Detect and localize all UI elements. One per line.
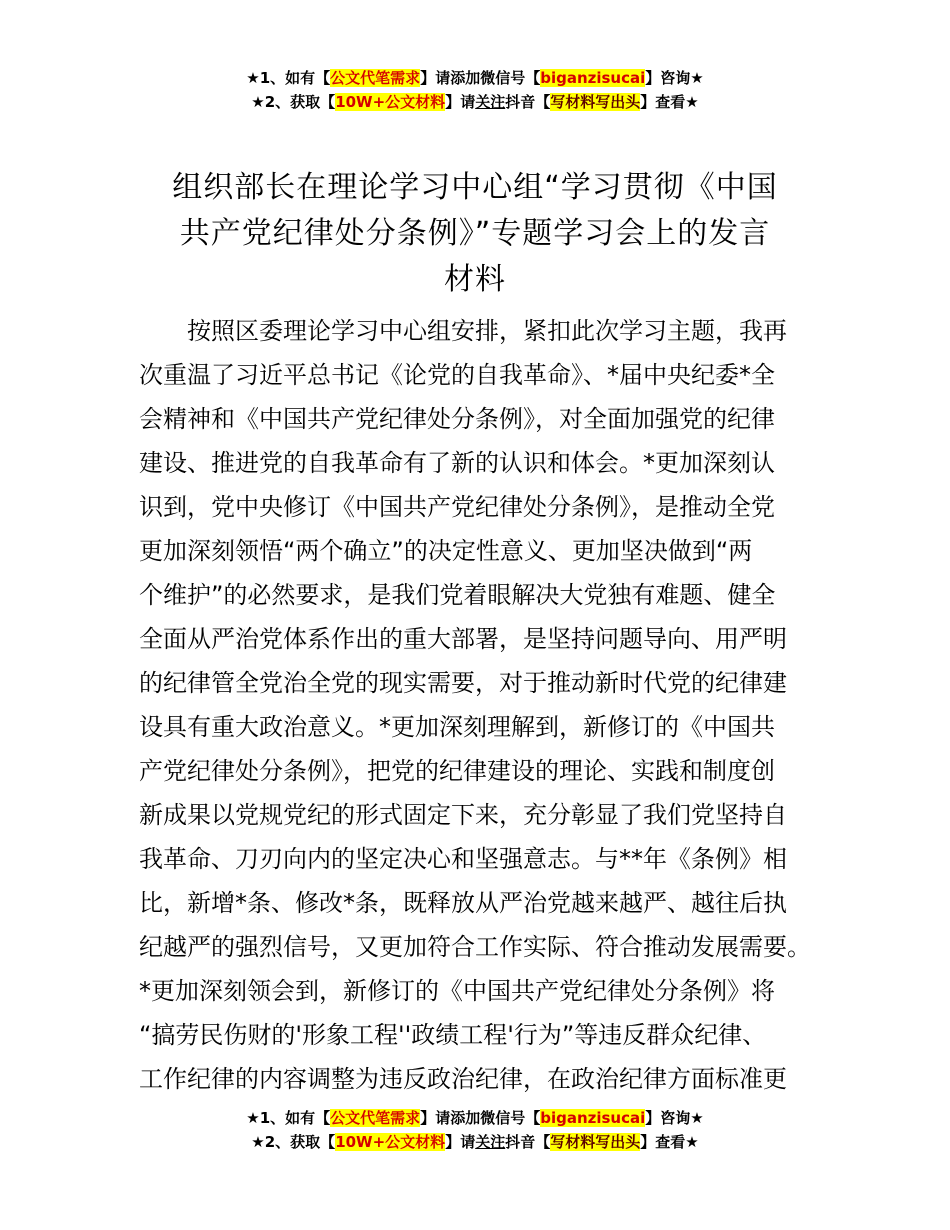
banner-text: 抖音【 [505, 93, 551, 111]
banner-line-2 [0, 90, 950, 114]
banner-text: ★2、获取【 [251, 1133, 336, 1151]
banner-highlight: 公文代笔需求 [330, 69, 421, 87]
banner-highlight: 写材料写出头 [550, 93, 641, 111]
banner-highlight: 10W+公文材料 [335, 1133, 446, 1151]
body-line: “搞劳民伤财的'形象工程''政绩工程'行为”等违反群众纪律、 [139, 1021, 767, 1049]
body-line: 更加深刻领悟“两个确立”的决定性意义、更加坚决做到“两 [139, 537, 753, 565]
banner-highlight: 写材料写出头 [550, 1133, 641, 1151]
body-line: 工作纪律的内容调整为违反政治纪律，在政治纪律方面标准更 [139, 1065, 787, 1093]
banner-text: 】咨询★ [645, 69, 704, 87]
banner-text: ★1、如有【 [246, 1109, 331, 1127]
body-line: *更加深刻领会到，新修订的《中国共产党纪律处分条例》将 [139, 977, 775, 1005]
banner-underline: 关注 [475, 93, 506, 111]
title-line: 共产党纪律处分条例》”专题学习会上的发言 [179, 216, 771, 251]
document-body [139, 309, 819, 1101]
banner-text: 】请 [445, 93, 476, 111]
banner-text: 】请添加微信号【 [420, 1109, 541, 1127]
body-line: 按照区委理论学习中心组安排，紧扣此次学习主题，我再 [139, 317, 787, 345]
banner-text: 】请 [445, 1133, 476, 1151]
banner-highlight: biganzisucai [540, 69, 646, 87]
banner-text: 】查看★ [640, 1133, 699, 1151]
body-line: 新成果以党规党纪的形式固定下来，充分彰显了我们党坚持自 [139, 801, 787, 829]
banner-highlight: 公文代笔需求 [330, 1109, 421, 1127]
body-line: 的纪律管全党治全党的现实需要，对于推动新时代党的纪律建 [139, 669, 787, 697]
title-line: 组织部长在理论学习中心组“学习贯彻《中国 [172, 170, 778, 205]
banner-text: 抖音【 [505, 1133, 551, 1151]
title-line: 材料 [444, 262, 506, 297]
banner-line-1 [0, 1106, 950, 1130]
banner-text: 】咨询★ [645, 1109, 704, 1127]
body-line: 比，新增*条、修改*条，既释放从严治党越来越严、越往后执 [139, 889, 787, 917]
body-line: 会精神和《中国共产党纪律处分条例》，对全面加强党的纪律 [139, 405, 775, 433]
body-line: 我革命、刀刃向内的坚定决心和坚强意志。与**年《条例》相 [139, 845, 787, 873]
banner-text: 】查看★ [640, 93, 699, 111]
banner-text: ★1、如有【 [246, 69, 331, 87]
header-banner [0, 66, 950, 114]
body-line: 次重温了习近平总书记《论党的自我革命》、*届中央纪委*全 [139, 361, 775, 389]
body-line: 个维护”的必然要求，是我们党着眼解决大党独有难题、健全 [139, 581, 776, 609]
banner-text: 】请添加微信号【 [420, 69, 541, 87]
banner-highlight: biganzisucai [540, 1109, 646, 1127]
body-line: 设具有重大政治意义。*更加深刻理解到，新修订的《中国共 [139, 713, 775, 741]
body-line: 建设、推进党的自我革命有了新的认识和体会。*更加深刻认 [139, 449, 775, 477]
document-title [120, 165, 830, 303]
body-line: 全面从严治党体系作出的重大部署，是坚持问题导向、用严明 [139, 625, 787, 653]
banner-text: ★2、获取【 [251, 93, 336, 111]
banner-line-2 [0, 1130, 950, 1154]
banner-highlight: 10W+公文材料 [335, 93, 446, 111]
body-line: 识到，党中央修订《中国共产党纪律处分条例》，是推动全党 [139, 493, 775, 521]
body-line: 纪越严的强烈信号，又更加符合工作实际、符合推动发展需要。 [139, 933, 811, 961]
banner-underline: 关注 [475, 1133, 506, 1151]
banner-line-1 [0, 66, 950, 90]
footer-banner [0, 1106, 950, 1154]
body-line: 产党纪律处分条例》，把党的纪律建设的理论、实践和制度创 [139, 757, 775, 785]
